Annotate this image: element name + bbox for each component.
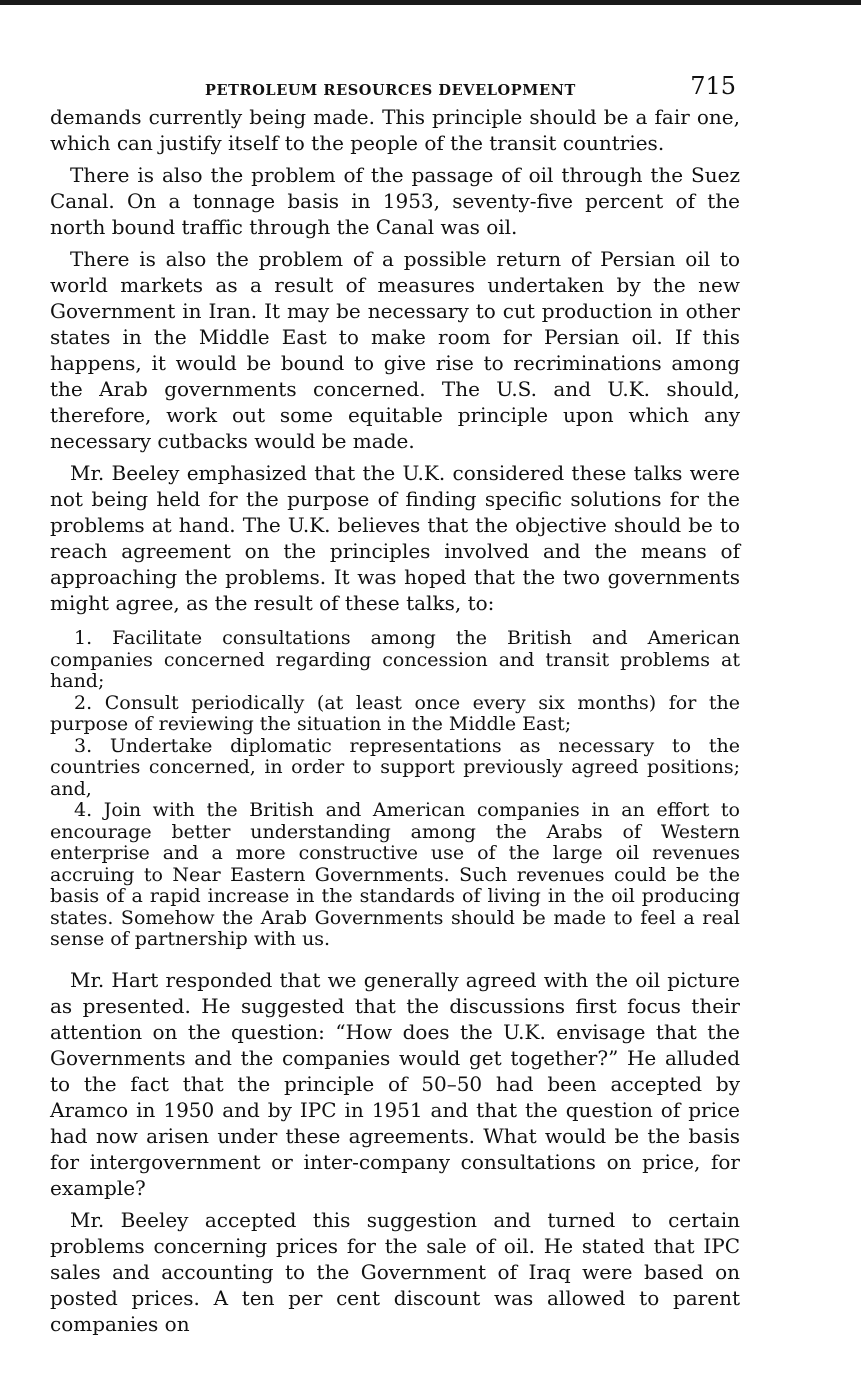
list-item: 2. Consult periodically (at least once every six months) for the purpose of reviewing the situation in the Middle East; <box>50 691 740 735</box>
paragraph-beeley-objectives: Mr. Beeley emphasized that the U.K. considered these talks were not being held for the purpose of finding specific solutions for the problems at hand. The U.K. believes that the objective should be to reach agreement on the principles involved and the means of approaching the problems. It was hoped that the two governments might agree, as the result of these talks, to: <box>50 461 740 615</box>
paragraph-beeley-prices: Mr. Beeley accepted this suggestion and turned to certain problems concerning prices for the sale of oil. He stated that IPC sales and accounting to the Government of Iraq were based on posted prices. A ten per cent discount was allowed to parent companies on <box>50 1207 740 1336</box>
paragraph-continued: demands currently being made. This principle should be a fair one, which can justify itself to the people of the transit countries. <box>50 105 740 155</box>
running-header <box>50 70 740 104</box>
body-text <box>50 104 740 1337</box>
top-border-rule <box>0 0 861 5</box>
document-page <box>50 70 740 1343</box>
list-item: 4. Join with the British and American companies in an effort to encourage better understanding among the Arabs of Western enterprise and a more constructive use of the large oil revenues accruing to Near Eastern Governments. Such revenues could be the basis of a rapid increase in the standards of living in the oil producing states. Somehow the Arab Governments should be made to feel a real sense of partnership with us. <box>50 799 740 950</box>
paragraph-hart-response: Mr. Hart responded that we generally agreed with the oil picture as presented. He suggested that the discussions first focus their attention on the question: “How does the U.K. envisage that the Governments and the companies would get together?” He alluded to the fact that the principle of 50–50 had been accepted by Aramco in 1950 and by IPC in 1951 and that the question of price had now arisen under these agreements. What would be the basis for intergovernment or inter-company consultations on price, for example? <box>50 967 740 1200</box>
list-item: 1. Facilitate consultations among the British and American companies concerned regarding concession and transit problems at hand; <box>50 627 740 692</box>
page-number: 715 <box>690 72 736 100</box>
paragraph-persian-oil: There is also the problem of a possible return of Persian oil to world markets as a result of measures undertaken by the new Government in Iran. It may be necessary to cut production in other states in the Middle East to make room for Persian oil. If this happens, it would be bound to give rise to recriminations among the Arab governments concerned. The U.S. and U.K. should, therefore, work out some equitable principle upon which any necessary cutbacks would be made. <box>50 247 740 453</box>
list-item: 3. Undertake diplomatic representations as necessary to the countries concerned, in order to support previously agreed positions; and, <box>50 734 740 800</box>
running-title: PETROLEUM RESOURCES DEVELOPMENT <box>205 82 576 99</box>
paragraph-suez-canal: There is also the problem of the passage of oil through the Suez Canal. On a tonnage basis in 1953, seventy-five percent of the north bound traffic through the Canal was oil. <box>50 163 740 239</box>
agreement-list <box>50 628 740 951</box>
